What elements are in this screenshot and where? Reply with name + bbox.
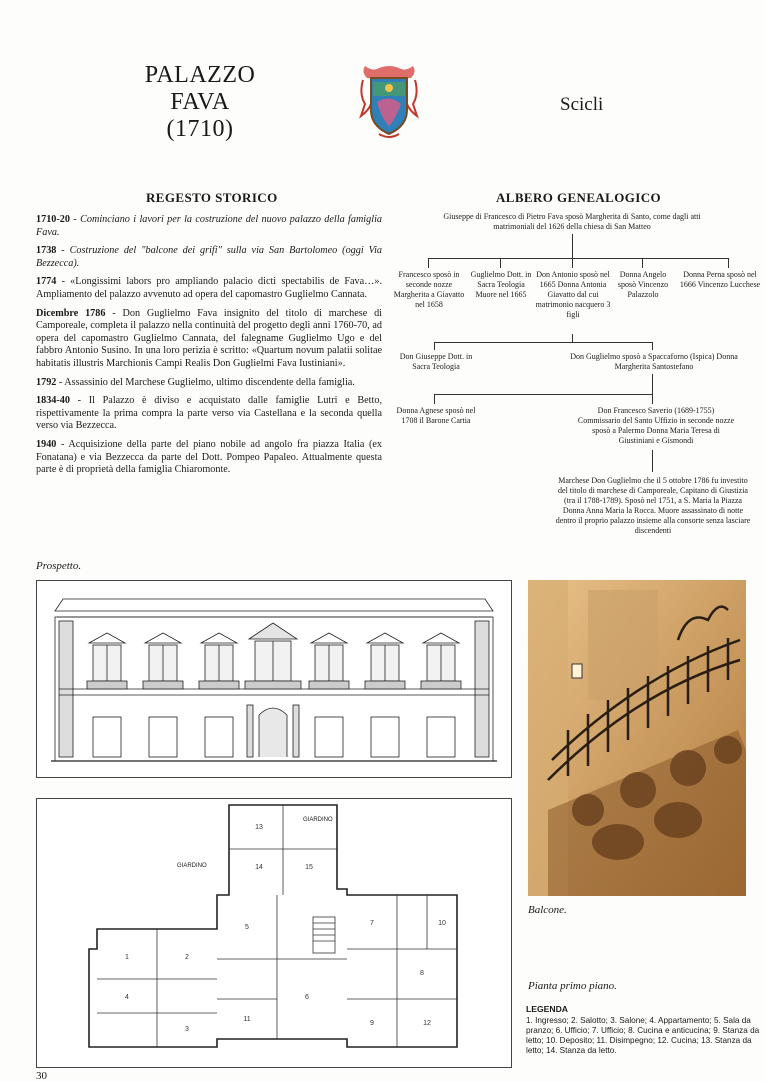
facade-drawing <box>36 580 512 778</box>
tree-gen5-marchese: Marchese Don Guglielmo che il 5 ottobre 1786 fu investito del titolo di marchese di Camporeale, Capitano di Giustizia (tra il 1788-1789). Sposò nel 1751, a S. Maria la Piazza Donna Anna Maria la Rocca. Muore assassinato di notte dentro il proprio palazzo insieme alla consorte senza lasciare discendenti <box>555 476 751 535</box>
floor-plan-illustration <box>37 799 511 1067</box>
regesto-entry: 1792 - Assassinio del Marchese Guglielmo, ultimo discendente della famiglia. <box>36 376 355 388</box>
tree-child-angelo: Donna Angelo sposò Vincenzo Palazzolo <box>617 270 669 299</box>
tree-gen3-giuseppe: Don Giuseppe Dott. in Sacra Teologia <box>399 352 473 371</box>
svg-text:6: 6 <box>305 994 309 1001</box>
regesto-entry: 1710-20 - Cominciano i lavori per la costruzione del nuovo palazzo della famiglia Fava. <box>36 214 382 238</box>
svg-text:13: 13 <box>255 824 263 831</box>
tree-child-perna: Donna Perna sposò nel 1666 Vincenzo Lucchese <box>679 270 761 289</box>
svg-text:14: 14 <box>255 864 263 871</box>
title-line-3: (1710) <box>166 116 234 142</box>
coat-of-arms-icon <box>357 64 421 140</box>
svg-text:3: 3 <box>185 1026 189 1033</box>
svg-text:11: 11 <box>243 1016 251 1023</box>
regesto-entry: 1834-40 - Il Palazzo è diviso e acquistato dalle famiglie Lutri e Betto, rispettivamente la prima compra la parte verso via Castellana e la seconda quella verso via Bezzecca. <box>36 395 382 432</box>
title-line-2: FAVA <box>170 89 230 115</box>
floor-plan <box>36 798 512 1068</box>
tree-child-antonio: Don Antonio sposò nel 1665 Donna Antonia Giavatto dal cui matrimonio nacquero 3 figli <box>535 270 611 319</box>
balcony-photo <box>528 580 746 896</box>
legend <box>526 1004 760 1056</box>
page-number: 30 <box>36 1070 47 1082</box>
regesto-text <box>36 214 382 483</box>
svg-text:15: 15 <box>305 864 313 871</box>
svg-text:10: 10 <box>438 920 446 927</box>
svg-text:2: 2 <box>185 954 189 961</box>
svg-text:4: 4 <box>125 994 129 1001</box>
caption-balcone: Balcone. <box>528 904 567 916</box>
regesto-heading: REGESTO STORICO <box>146 190 278 205</box>
regesto-entry: 1738 - Costruzione del "balcone dei grifi" sulla via San Bartolomeo (oggi Via Bezzecca). <box>36 245 382 269</box>
regesto-entry: Dicembre 1786 - Don Guglielmo Fava insignito del titolo di marchese di Camporeale, completa il palazzo nella continuità del progetto degli anni 1760-70, ad opera del capomastro Guglielmo Cannata, del falegname Guglielmo Ugo e del fabbro Antonio Susino. In una loro perizia è scritto: «Quartum novum palatii solitae habitatis illustris Marchionis Campi Realis Don Guglielmi Fava Iustiniani». <box>36 307 382 369</box>
page-title <box>100 62 300 143</box>
facade-elevation-illustration <box>37 581 511 777</box>
city-name: Scicli <box>560 94 604 115</box>
svg-text:7: 7 <box>370 920 374 927</box>
svg-text:5: 5 <box>245 924 249 931</box>
caption-pianta: Pianta primo piano. <box>528 980 617 992</box>
tree-root: Giuseppe di Francesco di Pietro Fava sposò Margherita di Santo, come dagli atti matrimoniali del 1626 della chiesa di San Matteo <box>443 212 701 231</box>
svg-text:9: 9 <box>370 1020 374 1027</box>
caption-prospetto: Prospetto. <box>36 560 82 572</box>
regesto-entry: 1774 - «Longissimi labors pro ampliando palacio dicti spectabilis de Fava…». Ampliamento del palazzo avvenuto ad opera del capomastro Guglielmo Cannata. <box>36 276 382 300</box>
tree-gen4-agnese: Donna Agnese sposò nel 1708 il Barone Cartia <box>396 406 476 425</box>
plan-label-giardino-top: GIARDINO <box>303 817 333 823</box>
title-line-1: PALAZZO <box>144 62 256 88</box>
svg-text:12: 12 <box>423 1020 431 1027</box>
genealogy-tree <box>388 210 764 580</box>
balcony-photo-illustration <box>528 580 746 896</box>
tree-gen3-guglielmo: Don Guglielmo sposò a Spaccaforno (Ispica) Donna Margherita Santostefano <box>570 352 738 371</box>
tree-gen4-francesco-saverio: Don Francesco Saverio (1689-1755) Commissario del Santo Uffizio in seconde nozze sposò a Palermo Donna Maria Teresa di Giustiniani e Gismondi <box>577 406 735 445</box>
tree-child-guglielmo: Guglielmo Dott. in Sacra Teologia Muore nel 1665 <box>470 270 532 299</box>
plan-label-giardino-left: GIARDINO <box>177 863 207 869</box>
legend-title: LEGENDA <box>526 1004 569 1014</box>
legend-text: 1. Ingresso; 2. Salotto; 3. Salone; 4. Appartamento; 5. Sala da pranzo; 6. Ufficio; 7. Ufficio; 8. Cucina e anticucina; 9. Stanza da letto; 10. Deposito; 11. Disimpegno; 12. Cucina; 13. Stanza da letto; 14. Stanza da letto. <box>526 1016 760 1055</box>
regesto-entry: 1940 - Acquisizione della parte del piano nobile ad angolo fra piazza Italia (ex Fonatana) e via Bezzecca da parte del Dott. Pompeo Papaleo. Attualmente questa parte è di proprietà della famiglia Chiaromonte. <box>36 438 382 476</box>
albero-heading: ALBERO GENEALOGICO <box>496 190 662 205</box>
svg-text:8: 8 <box>420 970 424 977</box>
svg-text:1: 1 <box>125 954 129 961</box>
tree-child-francesco: Francesco sposò in seconde nozze Margherita a Giavatto nel 1658 <box>393 270 465 309</box>
